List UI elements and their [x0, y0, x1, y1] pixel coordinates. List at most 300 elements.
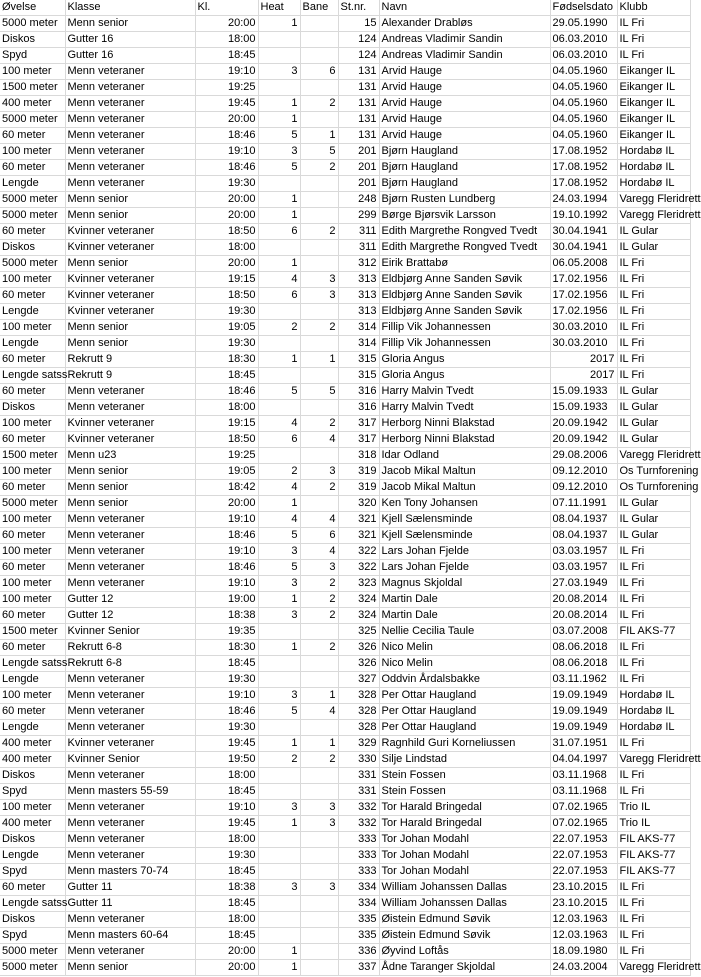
cell-fodselsdato[interactable]: 20.08.2014 [550, 608, 617, 624]
cell-bane[interactable] [300, 672, 338, 688]
cell-heat[interactable] [258, 896, 300, 912]
cell-navn[interactable]: Arvid Hauge [379, 112, 550, 128]
cell-ovelse[interactable]: 100 meter [0, 144, 65, 160]
cell-kl[interactable]: 19:30 [195, 176, 258, 192]
cell-fodselsdato[interactable]: 04.05.1960 [550, 128, 617, 144]
cell-ovelse[interactable]: Lengde satss [0, 896, 65, 912]
cell-heat[interactable]: 3 [258, 144, 300, 160]
cell-klubb[interactable]: IL Fri [617, 784, 690, 800]
cell-stnr[interactable]: 330 [338, 752, 379, 768]
cell-klasse[interactable]: Kvinner veteraner [65, 224, 195, 240]
cell-heat[interactable]: 2 [258, 464, 300, 480]
cell-klasse[interactable]: Menn veteraner [65, 128, 195, 144]
cell-navn[interactable]: Bjørn Haugland [379, 176, 550, 192]
cell-ovelse[interactable]: Diskos [0, 768, 65, 784]
cell-stnr[interactable]: 332 [338, 816, 379, 832]
cell-stnr[interactable]: 317 [338, 416, 379, 432]
cell-navn[interactable]: Arvid Hauge [379, 128, 550, 144]
cell-klubb[interactable]: IL Fri [617, 544, 690, 560]
cell-klubb[interactable]: IL Gular [617, 432, 690, 448]
cell-klasse[interactable]: Menn veteraner [65, 528, 195, 544]
cell-kl[interactable]: 19:10 [195, 688, 258, 704]
cell-stnr[interactable]: 131 [338, 96, 379, 112]
cell-stnr[interactable]: 323 [338, 576, 379, 592]
cell-navn[interactable]: Herborg Ninni Blakstad [379, 416, 550, 432]
cell-navn[interactable]: Arvid Hauge [379, 64, 550, 80]
cell-klasse[interactable]: Menn veteraner [65, 400, 195, 416]
cell-stnr[interactable]: 337 [338, 960, 379, 976]
cell-kl[interactable]: 20:00 [195, 960, 258, 976]
cell-ovelse[interactable]: 60 meter [0, 560, 65, 576]
cell-heat[interactable] [258, 48, 300, 64]
cell-fodselsdato[interactable]: 17.02.1956 [550, 272, 617, 288]
cell-navn[interactable]: Edith Margrethe Rongved Tvedt [379, 224, 550, 240]
cell-bane[interactable]: 6 [300, 64, 338, 80]
cell-kl[interactable]: 18:45 [195, 928, 258, 944]
cell-klubb[interactable]: Varegg Fleridrett [617, 448, 690, 464]
cell-klasse[interactable]: Kvinner veteraner [65, 272, 195, 288]
cell-kl[interactable]: 19:35 [195, 624, 258, 640]
cell-klasse[interactable]: Gutter 12 [65, 608, 195, 624]
cell-klubb[interactable]: Trio IL [617, 816, 690, 832]
cell-heat[interactable]: 1 [258, 496, 300, 512]
cell-klubb[interactable]: IL Gular [617, 496, 690, 512]
cell-bane[interactable] [300, 848, 338, 864]
cell-klubb[interactable]: IL Fri [617, 912, 690, 928]
cell-ovelse[interactable]: 5000 meter [0, 256, 65, 272]
cell-stnr[interactable]: 124 [338, 48, 379, 64]
cell-klasse[interactable]: Gutter 16 [65, 48, 195, 64]
cell-klubb[interactable]: Os Turnforening [617, 464, 690, 480]
cell-navn[interactable]: Nico Melin [379, 640, 550, 656]
header-kl[interactable]: Kl. [195, 0, 258, 16]
cell-kl[interactable]: 18:00 [195, 768, 258, 784]
cell-heat[interactable]: 1 [258, 96, 300, 112]
cell-klubb[interactable]: IL Fri [617, 656, 690, 672]
cell-klasse[interactable]: Menn veteraner [65, 848, 195, 864]
cell-fodselsdato[interactable]: 30.03.2010 [550, 336, 617, 352]
cell-klubb[interactable]: Trio IL [617, 800, 690, 816]
cell-bane[interactable]: 1 [300, 128, 338, 144]
cell-navn[interactable]: Per Ottar Haugland [379, 720, 550, 736]
cell-ovelse[interactable]: Lengde [0, 176, 65, 192]
cell-klasse[interactable]: Rekrutt 6-8 [65, 640, 195, 656]
cell-navn[interactable]: Nico Melin [379, 656, 550, 672]
cell-heat[interactable]: 1 [258, 736, 300, 752]
cell-klasse[interactable]: Menn veteraner [65, 672, 195, 688]
cell-heat[interactable] [258, 336, 300, 352]
cell-stnr[interactable]: 333 [338, 848, 379, 864]
cell-navn[interactable]: Per Ottar Haugland [379, 688, 550, 704]
cell-klubb[interactable]: Varegg Fleridrett [617, 752, 690, 768]
cell-bane[interactable]: 2 [300, 640, 338, 656]
cell-fodselsdato[interactable]: 03.03.1957 [550, 560, 617, 576]
cell-klubb[interactable]: Eikanger IL [617, 112, 690, 128]
cell-stnr[interactable]: 131 [338, 64, 379, 80]
cell-navn[interactable]: Bjørn Rusten Lundberg [379, 192, 550, 208]
cell-navn[interactable]: Tor Harald Bringedal [379, 816, 550, 832]
cell-kl[interactable]: 19:15 [195, 416, 258, 432]
cell-ovelse[interactable]: 60 meter [0, 432, 65, 448]
cell-klasse[interactable]: Kvinner veteraner [65, 240, 195, 256]
cell-klubb[interactable]: Eikanger IL [617, 96, 690, 112]
cell-fodselsdato[interactable]: 24.03.2004 [550, 960, 617, 976]
cell-ovelse[interactable]: Lengde [0, 848, 65, 864]
cell-klasse[interactable]: Menn senior [65, 208, 195, 224]
cell-heat[interactable]: 1 [258, 112, 300, 128]
cell-ovelse[interactable]: 60 meter [0, 880, 65, 896]
cell-klasse[interactable]: Menn veteraner [65, 384, 195, 400]
cell-klubb[interactable]: IL Gular [617, 512, 690, 528]
cell-navn[interactable]: Tor Harald Bringedal [379, 800, 550, 816]
cell-klubb[interactable]: IL Fri [617, 256, 690, 272]
cell-fodselsdato[interactable]: 09.12.2010 [550, 480, 617, 496]
cell-stnr[interactable]: 327 [338, 672, 379, 688]
cell-fodselsdato[interactable]: 24.03.1994 [550, 192, 617, 208]
cell-stnr[interactable]: 314 [338, 320, 379, 336]
cell-navn[interactable]: Fillip Vik Johannessen [379, 336, 550, 352]
cell-klasse[interactable]: Menn veteraner [65, 720, 195, 736]
cell-navn[interactable]: Nellie Cecilia Taule [379, 624, 550, 640]
cell-bane[interactable]: 4 [300, 512, 338, 528]
cell-bane[interactable]: 5 [300, 144, 338, 160]
cell-bane[interactable]: 3 [300, 800, 338, 816]
cell-navn[interactable]: Kjell Sælensminde [379, 528, 550, 544]
cell-klubb[interactable]: IL Fri [617, 640, 690, 656]
cell-klubb[interactable]: Eikanger IL [617, 128, 690, 144]
cell-stnr[interactable]: 321 [338, 512, 379, 528]
cell-ovelse[interactable]: 1500 meter [0, 448, 65, 464]
cell-ovelse[interactable]: 1500 meter [0, 624, 65, 640]
cell-kl[interactable]: 18:50 [195, 288, 258, 304]
cell-bane[interactable]: 2 [300, 608, 338, 624]
cell-navn[interactable]: Tor Johan Modahl [379, 832, 550, 848]
cell-heat[interactable]: 3 [258, 544, 300, 560]
cell-stnr[interactable]: 131 [338, 80, 379, 96]
cell-fodselsdato[interactable]: 31.07.1951 [550, 736, 617, 752]
cell-navn[interactable]: Øistein Edmund Søvik [379, 928, 550, 944]
cell-kl[interactable]: 18:00 [195, 832, 258, 848]
cell-klubb[interactable]: IL Fri [617, 352, 690, 368]
cell-fodselsdato[interactable]: 23.10.2015 [550, 880, 617, 896]
cell-stnr[interactable]: 329 [338, 736, 379, 752]
cell-klasse[interactable]: Menn masters 55-59 [65, 784, 195, 800]
cell-heat[interactable] [258, 784, 300, 800]
cell-stnr[interactable]: 313 [338, 304, 379, 320]
cell-kl[interactable]: 19:10 [195, 800, 258, 816]
cell-ovelse[interactable]: 5000 meter [0, 496, 65, 512]
cell-ovelse[interactable]: 60 meter [0, 288, 65, 304]
cell-kl[interactable]: 18:30 [195, 352, 258, 368]
cell-ovelse[interactable]: 100 meter [0, 544, 65, 560]
cell-ovelse[interactable]: 60 meter [0, 528, 65, 544]
cell-fodselsdato[interactable]: 19.09.1949 [550, 688, 617, 704]
cell-kl[interactable]: 20:00 [195, 16, 258, 32]
cell-bane[interactable]: 2 [300, 224, 338, 240]
cell-bane[interactable] [300, 176, 338, 192]
cell-klubb[interactable]: Varegg Fleridrett [617, 208, 690, 224]
cell-kl[interactable]: 20:00 [195, 256, 258, 272]
cell-stnr[interactable]: 336 [338, 944, 379, 960]
cell-klubb[interactable]: IL Fri [617, 768, 690, 784]
cell-fodselsdato[interactable]: 03.11.1968 [550, 768, 617, 784]
cell-navn[interactable]: William Johanssen Dallas [379, 880, 550, 896]
cell-ovelse[interactable]: 100 meter [0, 592, 65, 608]
cell-bane[interactable]: 4 [300, 432, 338, 448]
cell-heat[interactable]: 3 [258, 800, 300, 816]
cell-navn[interactable]: Silje Lindstad [379, 752, 550, 768]
cell-kl[interactable]: 18:00 [195, 400, 258, 416]
cell-klasse[interactable]: Menn veteraner [65, 704, 195, 720]
cell-fodselsdato[interactable]: 27.03.1949 [550, 576, 617, 592]
cell-navn[interactable]: Ken Tony Johansen [379, 496, 550, 512]
cell-fodselsdato[interactable]: 29.05.1990 [550, 16, 617, 32]
cell-klubb[interactable]: Eikanger IL [617, 64, 690, 80]
cell-navn[interactable]: Oddvin Årdalsbakke [379, 672, 550, 688]
cell-kl[interactable]: 18:45 [195, 656, 258, 672]
header-fodselsdato[interactable]: Fødselsdato [550, 0, 617, 16]
cell-klasse[interactable]: Menn senior [65, 960, 195, 976]
cell-stnr[interactable]: 131 [338, 128, 379, 144]
cell-stnr[interactable]: 316 [338, 400, 379, 416]
cell-klubb[interactable]: IL Gular [617, 400, 690, 416]
cell-stnr[interactable]: 201 [338, 160, 379, 176]
cell-bane[interactable]: 2 [300, 592, 338, 608]
cell-klubb[interactable]: IL Gular [617, 528, 690, 544]
cell-heat[interactable]: 3 [258, 64, 300, 80]
cell-klasse[interactable]: Kvinner Senior [65, 624, 195, 640]
cell-klubb[interactable]: Hordabø IL [617, 176, 690, 192]
cell-kl[interactable]: 19:10 [195, 144, 258, 160]
cell-fodselsdato[interactable]: 06.05.2008 [550, 256, 617, 272]
cell-heat[interactable]: 1 [258, 640, 300, 656]
cell-ovelse[interactable]: 400 meter [0, 816, 65, 832]
cell-stnr[interactable]: 312 [338, 256, 379, 272]
cell-navn[interactable]: Tor Johan Modahl [379, 864, 550, 880]
cell-fodselsdato[interactable]: 07.02.1965 [550, 800, 617, 816]
cell-klubb[interactable]: IL Fri [617, 320, 690, 336]
cell-heat[interactable]: 2 [258, 752, 300, 768]
cell-heat[interactable]: 4 [258, 416, 300, 432]
cell-navn[interactable]: Jacob Mikal Maltun [379, 480, 550, 496]
cell-bane[interactable] [300, 656, 338, 672]
cell-stnr[interactable]: 334 [338, 880, 379, 896]
cell-kl[interactable]: 18:46 [195, 560, 258, 576]
cell-klasse[interactable]: Menn senior [65, 192, 195, 208]
cell-navn[interactable]: Eldbjørg Anne Sanden Søvik [379, 304, 550, 320]
cell-bane[interactable]: 2 [300, 160, 338, 176]
cell-fodselsdato[interactable]: 30.04.1941 [550, 224, 617, 240]
cell-klasse[interactable]: Gutter 11 [65, 880, 195, 896]
cell-ovelse[interactable]: 100 meter [0, 688, 65, 704]
cell-klasse[interactable]: Gutter 16 [65, 32, 195, 48]
cell-heat[interactable] [258, 400, 300, 416]
cell-fodselsdato[interactable]: 23.10.2015 [550, 896, 617, 912]
cell-heat[interactable]: 5 [258, 704, 300, 720]
cell-fodselsdato[interactable]: 22.07.1953 [550, 848, 617, 864]
cell-klubb[interactable]: IL Fri [617, 272, 690, 288]
cell-stnr[interactable]: 316 [338, 384, 379, 400]
cell-heat[interactable] [258, 32, 300, 48]
cell-kl[interactable]: 18:00 [195, 240, 258, 256]
cell-ovelse[interactable]: Lengde [0, 304, 65, 320]
cell-kl[interactable]: 18:46 [195, 160, 258, 176]
cell-bane[interactable] [300, 960, 338, 976]
cell-ovelse[interactable]: Spyd [0, 784, 65, 800]
cell-bane[interactable]: 2 [300, 96, 338, 112]
cell-heat[interactable]: 1 [258, 208, 300, 224]
cell-navn[interactable]: Andreas Vladimir Sandin [379, 32, 550, 48]
cell-kl[interactable]: 18:38 [195, 880, 258, 896]
cell-navn[interactable]: Eldbjørg Anne Sanden Søvik [379, 272, 550, 288]
cell-ovelse[interactable]: 60 meter [0, 384, 65, 400]
cell-klubb[interactable]: IL Gular [617, 224, 690, 240]
cell-kl[interactable]: 18:50 [195, 432, 258, 448]
cell-heat[interactable] [258, 912, 300, 928]
cell-klasse[interactable]: Rekrutt 9 [65, 352, 195, 368]
cell-kl[interactable]: 19:45 [195, 96, 258, 112]
cell-bane[interactable] [300, 32, 338, 48]
cell-bane[interactable] [300, 944, 338, 960]
cell-heat[interactable]: 3 [258, 608, 300, 624]
cell-heat[interactable] [258, 80, 300, 96]
cell-ovelse[interactable]: Diskos [0, 400, 65, 416]
cell-heat[interactable]: 3 [258, 880, 300, 896]
cell-ovelse[interactable]: 5000 meter [0, 16, 65, 32]
cell-klasse[interactable]: Menn veteraner [65, 512, 195, 528]
cell-kl[interactable]: 18:00 [195, 32, 258, 48]
cell-klasse[interactable]: Rekrutt 9 [65, 368, 195, 384]
cell-heat[interactable]: 1 [258, 16, 300, 32]
cell-heat[interactable]: 4 [258, 272, 300, 288]
cell-stnr[interactable]: 315 [338, 352, 379, 368]
cell-navn[interactable]: Jacob Mikal Maltun [379, 464, 550, 480]
cell-navn[interactable]: Bjørn Haugland [379, 144, 550, 160]
cell-stnr[interactable]: 319 [338, 480, 379, 496]
cell-navn[interactable]: Per Ottar Haugland [379, 704, 550, 720]
cell-kl[interactable]: 19:30 [195, 720, 258, 736]
cell-klubb[interactable]: IL Fri [617, 32, 690, 48]
cell-ovelse[interactable]: Diskos [0, 832, 65, 848]
cell-fodselsdato[interactable]: 17.08.1952 [550, 144, 617, 160]
cell-klasse[interactable]: Kvinner veteraner [65, 288, 195, 304]
cell-bane[interactable]: 3 [300, 560, 338, 576]
cell-klasse[interactable]: Menn veteraner [65, 560, 195, 576]
cell-kl[interactable]: 18:46 [195, 528, 258, 544]
cell-ovelse[interactable]: Spyd [0, 928, 65, 944]
cell-ovelse[interactable]: 100 meter [0, 464, 65, 480]
cell-heat[interactable] [258, 240, 300, 256]
cell-ovelse[interactable]: Lengde satss [0, 368, 65, 384]
cell-klubb[interactable]: IL Fri [617, 304, 690, 320]
cell-stnr[interactable]: 326 [338, 640, 379, 656]
cell-navn[interactable]: Lars Johan Fjelde [379, 544, 550, 560]
cell-stnr[interactable]: 333 [338, 864, 379, 880]
cell-klasse[interactable]: Gutter 11 [65, 896, 195, 912]
cell-ovelse[interactable]: 5000 meter [0, 112, 65, 128]
cell-bane[interactable] [300, 336, 338, 352]
cell-heat[interactable]: 5 [258, 128, 300, 144]
cell-klasse[interactable]: Kvinner veteraner [65, 432, 195, 448]
cell-fodselsdato[interactable]: 04.05.1960 [550, 80, 617, 96]
cell-bane[interactable] [300, 448, 338, 464]
cell-kl[interactable]: 18:50 [195, 224, 258, 240]
cell-stnr[interactable]: 326 [338, 656, 379, 672]
cell-klubb[interactable]: IL Fri [617, 672, 690, 688]
cell-fodselsdato[interactable]: 06.03.2010 [550, 32, 617, 48]
cell-navn[interactable]: Fillip Vik Johannessen [379, 320, 550, 336]
cell-kl[interactable]: 18:46 [195, 128, 258, 144]
cell-heat[interactable]: 1 [258, 816, 300, 832]
cell-bane[interactable] [300, 720, 338, 736]
cell-kl[interactable]: 20:00 [195, 192, 258, 208]
cell-klubb[interactable]: IL Gular [617, 416, 690, 432]
cell-bane[interactable]: 3 [300, 464, 338, 480]
cell-heat[interactable] [258, 832, 300, 848]
cell-bane[interactable] [300, 624, 338, 640]
cell-kl[interactable]: 19:45 [195, 736, 258, 752]
cell-bane[interactable] [300, 928, 338, 944]
cell-klasse[interactable]: Menn masters 60-64 [65, 928, 195, 944]
cell-stnr[interactable]: 322 [338, 560, 379, 576]
cell-klasse[interactable]: Menn veteraner [65, 96, 195, 112]
cell-navn[interactable]: Børge Bjørsvik Larsson [379, 208, 550, 224]
cell-stnr[interactable]: 201 [338, 176, 379, 192]
cell-heat[interactable]: 4 [258, 480, 300, 496]
cell-klasse[interactable]: Kvinner veteraner [65, 416, 195, 432]
cell-ovelse[interactable]: 60 meter [0, 224, 65, 240]
cell-fodselsdato[interactable]: 30.03.2010 [550, 320, 617, 336]
cell-kl[interactable]: 18:45 [195, 784, 258, 800]
cell-stnr[interactable]: 331 [338, 768, 379, 784]
cell-bane[interactable] [300, 912, 338, 928]
cell-stnr[interactable]: 313 [338, 288, 379, 304]
cell-kl[interactable]: 20:00 [195, 208, 258, 224]
cell-stnr[interactable]: 15 [338, 16, 379, 32]
cell-klubb[interactable]: Eikanger IL [617, 80, 690, 96]
cell-stnr[interactable]: 124 [338, 32, 379, 48]
cell-fodselsdato[interactable]: 22.07.1953 [550, 864, 617, 880]
cell-fodselsdato[interactable]: 17.02.1956 [550, 288, 617, 304]
cell-ovelse[interactable]: 100 meter [0, 512, 65, 528]
cell-klubb[interactable]: IL Fri [617, 560, 690, 576]
cell-navn[interactable]: Andreas Vladimir Sandin [379, 48, 550, 64]
cell-klasse[interactable]: Menn veteraner [65, 544, 195, 560]
cell-fodselsdato[interactable]: 20.09.1942 [550, 416, 617, 432]
cell-kl[interactable]: 19:30 [195, 304, 258, 320]
cell-klubb[interactable]: IL Fri [617, 880, 690, 896]
cell-stnr[interactable]: 248 [338, 192, 379, 208]
cell-kl[interactable]: 19:30 [195, 336, 258, 352]
cell-klubb[interactable]: IL Fri [617, 928, 690, 944]
cell-klasse[interactable]: Menn veteraner [65, 768, 195, 784]
cell-klasse[interactable]: Menn u23 [65, 448, 195, 464]
cell-klasse[interactable]: Menn senior [65, 16, 195, 32]
cell-kl[interactable]: 18:00 [195, 912, 258, 928]
cell-fodselsdato[interactable]: 04.04.1997 [550, 752, 617, 768]
cell-navn[interactable]: Eldbjørg Anne Sanden Søvik [379, 288, 550, 304]
cell-navn[interactable]: Gloria Angus [379, 368, 550, 384]
cell-ovelse[interactable]: 60 meter [0, 352, 65, 368]
cell-heat[interactable]: 6 [258, 224, 300, 240]
cell-klasse[interactable]: Menn veteraner [65, 688, 195, 704]
cell-bane[interactable]: 3 [300, 272, 338, 288]
cell-fodselsdato[interactable]: 19.10.1992 [550, 208, 617, 224]
cell-klasse[interactable]: Menn veteraner [65, 160, 195, 176]
cell-klasse[interactable]: Menn senior [65, 256, 195, 272]
cell-bane[interactable] [300, 48, 338, 64]
cell-heat[interactable] [258, 864, 300, 880]
